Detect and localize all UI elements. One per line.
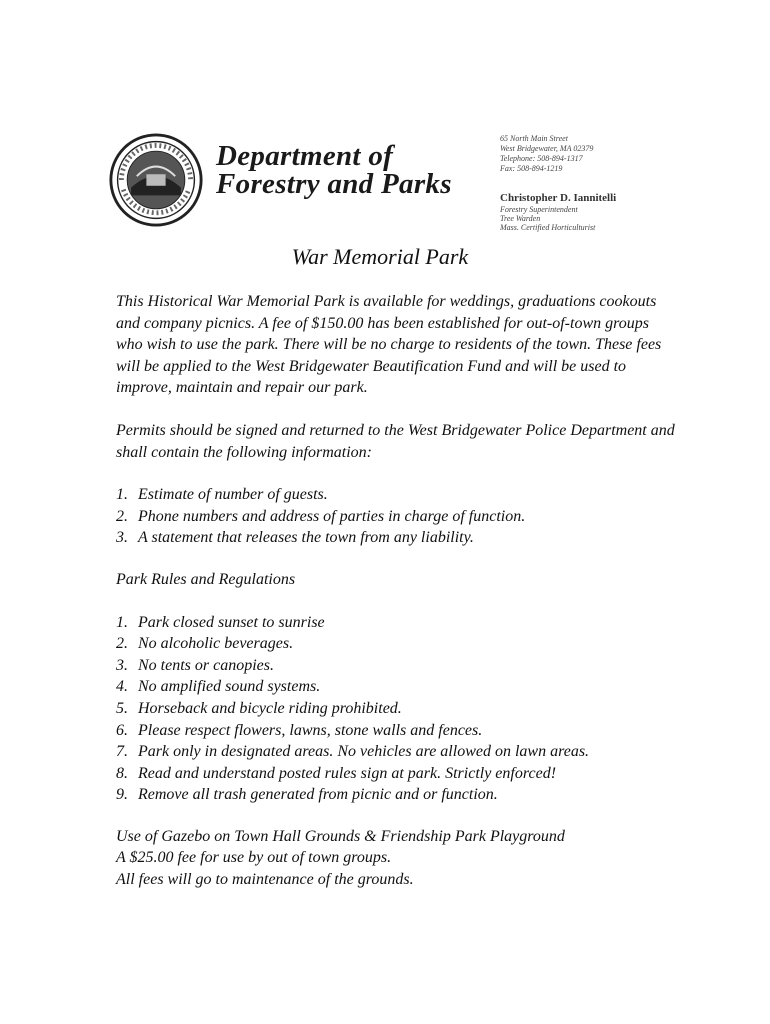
list-item-number: 1. xyxy=(116,613,128,631)
official-role: Mass. Certified Horticulturist xyxy=(500,223,596,232)
list-item xyxy=(116,741,676,763)
list-item-text: No alcoholic beverages. xyxy=(138,635,294,653)
address-street: 65 North Main Street xyxy=(500,134,568,143)
list-item-number: 3. xyxy=(116,529,128,547)
list-item xyxy=(116,784,676,806)
gazebo-heading: Use of Gazebo on Town Hall Grounds & Friendship Park Playground xyxy=(116,827,565,845)
official-block xyxy=(500,192,616,232)
list-item xyxy=(116,506,676,528)
list-item xyxy=(116,698,676,720)
official-name: Christopher D. Iannitelli xyxy=(500,192,617,204)
department-name-line2: Forestry and Parks xyxy=(216,168,452,200)
list-item xyxy=(116,655,676,677)
list-item xyxy=(116,720,676,742)
list-item-number: 9. xyxy=(116,786,128,804)
list-item-number: 7. xyxy=(116,743,128,761)
list-item-text: Park closed sunset to sunrise xyxy=(138,613,325,631)
list-item-number: 3. xyxy=(116,656,128,674)
list-item-number: 6. xyxy=(116,721,128,739)
list-item xyxy=(116,484,676,506)
requirements-list xyxy=(116,484,676,549)
address-city: West Bridgewater, MA 02379 xyxy=(500,144,594,153)
list-item-text: Horseback and bicycle riding prohibited. xyxy=(138,699,402,717)
list-item xyxy=(116,763,676,785)
list-item xyxy=(116,676,676,698)
official-role: Tree Warden xyxy=(500,214,541,223)
rules-heading: Park Rules and Regulations xyxy=(116,570,296,588)
list-item-number: 2. xyxy=(116,635,128,653)
list-item-text: Please respect flowers, lawns, stone walls and fences. xyxy=(138,721,483,739)
address-block xyxy=(500,134,593,174)
address-phone: Telephone: 508-894-1317 xyxy=(500,154,583,163)
gazebo-fee: A $25.00 fee for use by out of town groups. xyxy=(116,849,392,867)
list-item xyxy=(116,633,676,655)
gazebo-note: All fees will go to maintenance of the grounds. xyxy=(116,871,414,889)
list-item xyxy=(116,612,676,634)
list-item-text: No amplified sound systems. xyxy=(138,678,321,696)
list-item-text: A statement that releases the town from any liability. xyxy=(138,529,474,547)
department-name xyxy=(216,142,452,198)
document-body xyxy=(116,291,676,891)
list-item-text: No tents or canopies. xyxy=(138,656,274,674)
letterhead xyxy=(104,126,664,246)
address-fax: Fax: 508-894-1219 xyxy=(500,164,563,173)
list-item-text: Park only in designated areas. No vehicles are allowed on lawn areas. xyxy=(138,743,590,761)
department-name-line1: Department of xyxy=(216,140,394,172)
list-item-text: Read and understand posted rules sign at park. Strictly enforced! xyxy=(138,764,557,782)
official-role: Forestry Superintendent xyxy=(500,205,578,214)
document-title: War Memorial Park xyxy=(291,244,469,269)
list-item-text: Estimate of number of guests. xyxy=(138,486,328,504)
list-item-number: 1. xyxy=(116,486,128,504)
list-item-number: 5. xyxy=(116,699,128,717)
list-item xyxy=(116,527,676,549)
list-item-text: Remove all trash generated from picnic and or function. xyxy=(138,786,498,804)
list-item-number: 2. xyxy=(116,507,128,525)
list-item-text: Phone numbers and address of parties in charge of function. xyxy=(138,507,526,525)
town-seal-icon xyxy=(108,132,204,228)
list-item-number: 8. xyxy=(116,764,128,782)
intro-paragraph: This Historical War Memorial Park is available for weddings, graduations cookouts and company picnics. A fee of $150.00 has been established for out-of-town groups who wish to use the park. There will be no charge to residents of the town. These fees will be applied to the West Bridgewater Beautification Fund and will be used to improve, maintain and repair our park. xyxy=(116,293,662,397)
rules-list xyxy=(116,612,676,806)
list-item-number: 4. xyxy=(116,678,128,696)
permits-paragraph: Permits should be signed and returned to the West Bridgewater Police Department and shall contain the following information: xyxy=(116,421,675,461)
